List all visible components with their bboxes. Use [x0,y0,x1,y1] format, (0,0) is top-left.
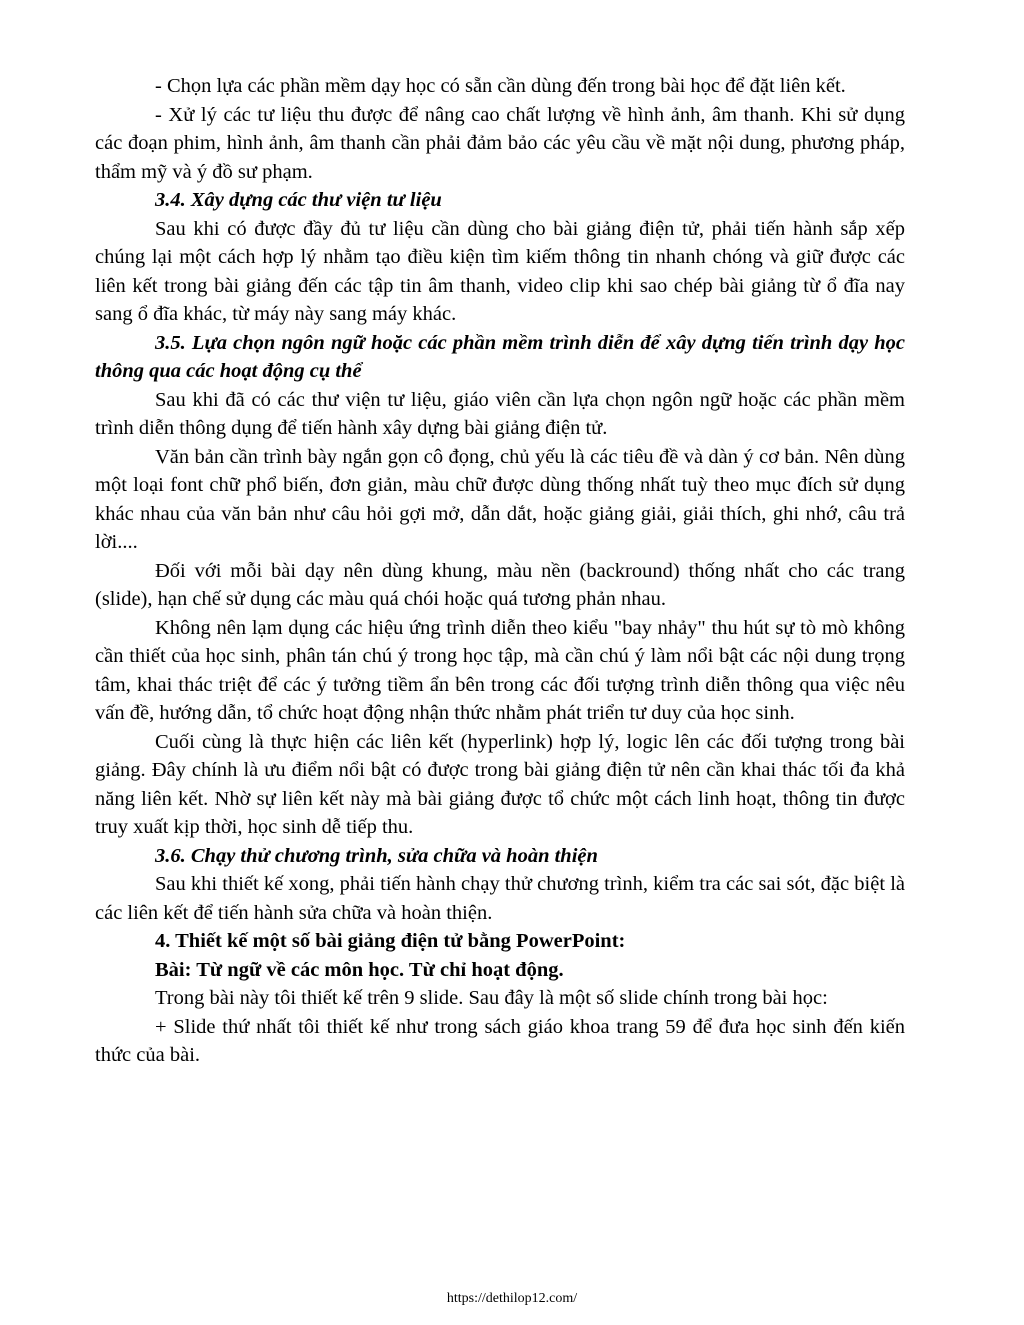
lesson-title: Bài: Từ ngữ về các môn học. Từ chỉ hoạt động. [155,958,564,981]
paragraph-testing: Sau khi thiết kế xong, phải tiến hành chạy thử chương trình, kiểm tra các sai sót, đặc biệt là các liên kết để tiến hành sửa chữa và hoàn thiện. [95,873,905,924]
footer-url: https://dethilop12.com/ [446,1291,578,1306]
heading-3-6: 3.6. Chạy thử chương trình, sửa chữa và hoàn thiện [155,844,598,867]
paragraph-slide-count: Trong bài này tôi thiết kế trên 9 slide. Sau đây là một số slide chính trong bài học: [155,987,828,1009]
paragraph-library-building: Sau khi có được đầy đủ tư liệu cần dùng cho bài giảng điện tử, phải tiến hành sắp xếp chúng lại một cách hợp lý nhằm tạo điều kiện tìm kiếm thông tin nhanh chóng và giữ được các liên kết trong bài giảng đến các tập tin âm thanh, video clip khi sao chép bài giảng từ ổ đĩa nay sang ổ đĩa khác, từ máy này sang máy khác. [95,217,905,325]
paragraph-language-selection: Sau khi đã có các thư viện tư liệu, giáo viên cần lựa chọn ngôn ngữ hoặc các phần mềm trình diễn thông dụng để tiến hành xây dựng bài giảng điện tử. [95,388,905,439]
heading-4: 4. Thiết kế một số bài giảng điện tử bằng PowerPoint: [155,930,626,952]
paragraph-software-selection: - Chọn lựa các phần mềm dạy học có sẵn cần dùng đến trong bài học để đặt liên kết. [155,75,846,97]
heading-3-5: 3.5. Lựa chọn ngôn ngữ hoặc các phần mềm trình diễn để xây dựng tiến trình dạy học thông qua các hoạt động cụ thể [95,331,905,382]
document-body [95,72,905,1070]
paragraph-text-presentation: Văn bản cần trình bày ngắn gọn cô đọng, chủ yếu là các tiêu đề và dàn ý cơ bản. Nên dùng một loại font chữ phổ biến, đơn giản, màu chữ được dùng thống nhất tuỳ theo mục đích sử dụng khác nhau của văn bản như câu hỏi gợi mở, dẫn dắt, hoặc giảng giải, giải thích, ghi nhớ, câu trả lời.... [95,445,905,553]
heading-3-4: 3.4. Xây dựng các thư viện tư liệu [155,189,442,211]
paragraph-first-slide: + Slide thứ nhất tôi thiết kế như trong sách giáo khoa trang 59 để đưa học sinh đến kiến thức của bài. [95,1015,905,1066]
paragraph-background-frame: Đối với mỗi bài dạy nên dùng khung, màu nền (backround) thống nhất cho các trang (slide), hạn chế sử dụng các màu quá chói hoặc quá tương phản nhau. [95,559,905,610]
paragraph-effects-usage: Không nên lạm dụng các hiệu ứng trình diễn theo kiểu "bay nhảy" thu hút sự tò mò không cần thiết của học sinh, phân tán chú ý trong học tập, mà cần chú ý làm nổi bật các nội dung trọng tâm, khai thác triệt để các ý tưởng tiềm ẩn bên trong các đối tượng trình diễn thông qua việc nêu vấn đề, hướng dẫn, tổ chức hoạt động nhận thức nhằm phát triển tư duy của học sinh. [95,616,905,724]
paragraph-hyperlinks: Cuối cùng là thực hiện các liên kết (hyperlink) hợp lý, logic lên các đối tượng trong bài giảng. Đây chính là ưu điểm nổi bật có được trong bài giảng điện tử nên cần khai thác tối đa khả năng liên kết. Nhờ sự liên kết này mà bài giảng được tổ chức một cách linh hoạt, thông tin được truy xuất kịp thời, học sinh dễ tiếp thu. [95,730,905,838]
paragraph-media-processing: - Xử lý các tư liệu thu được để nâng cao chất lượng về hình ảnh, âm thanh. Khi sử dụng các đoạn phim, hình ảnh, âm thanh cần phải đảm bảo các yêu cầu về mặt nội dung, phương pháp, thẩm mỹ và ý đồ sư phạm. [95,103,905,183]
